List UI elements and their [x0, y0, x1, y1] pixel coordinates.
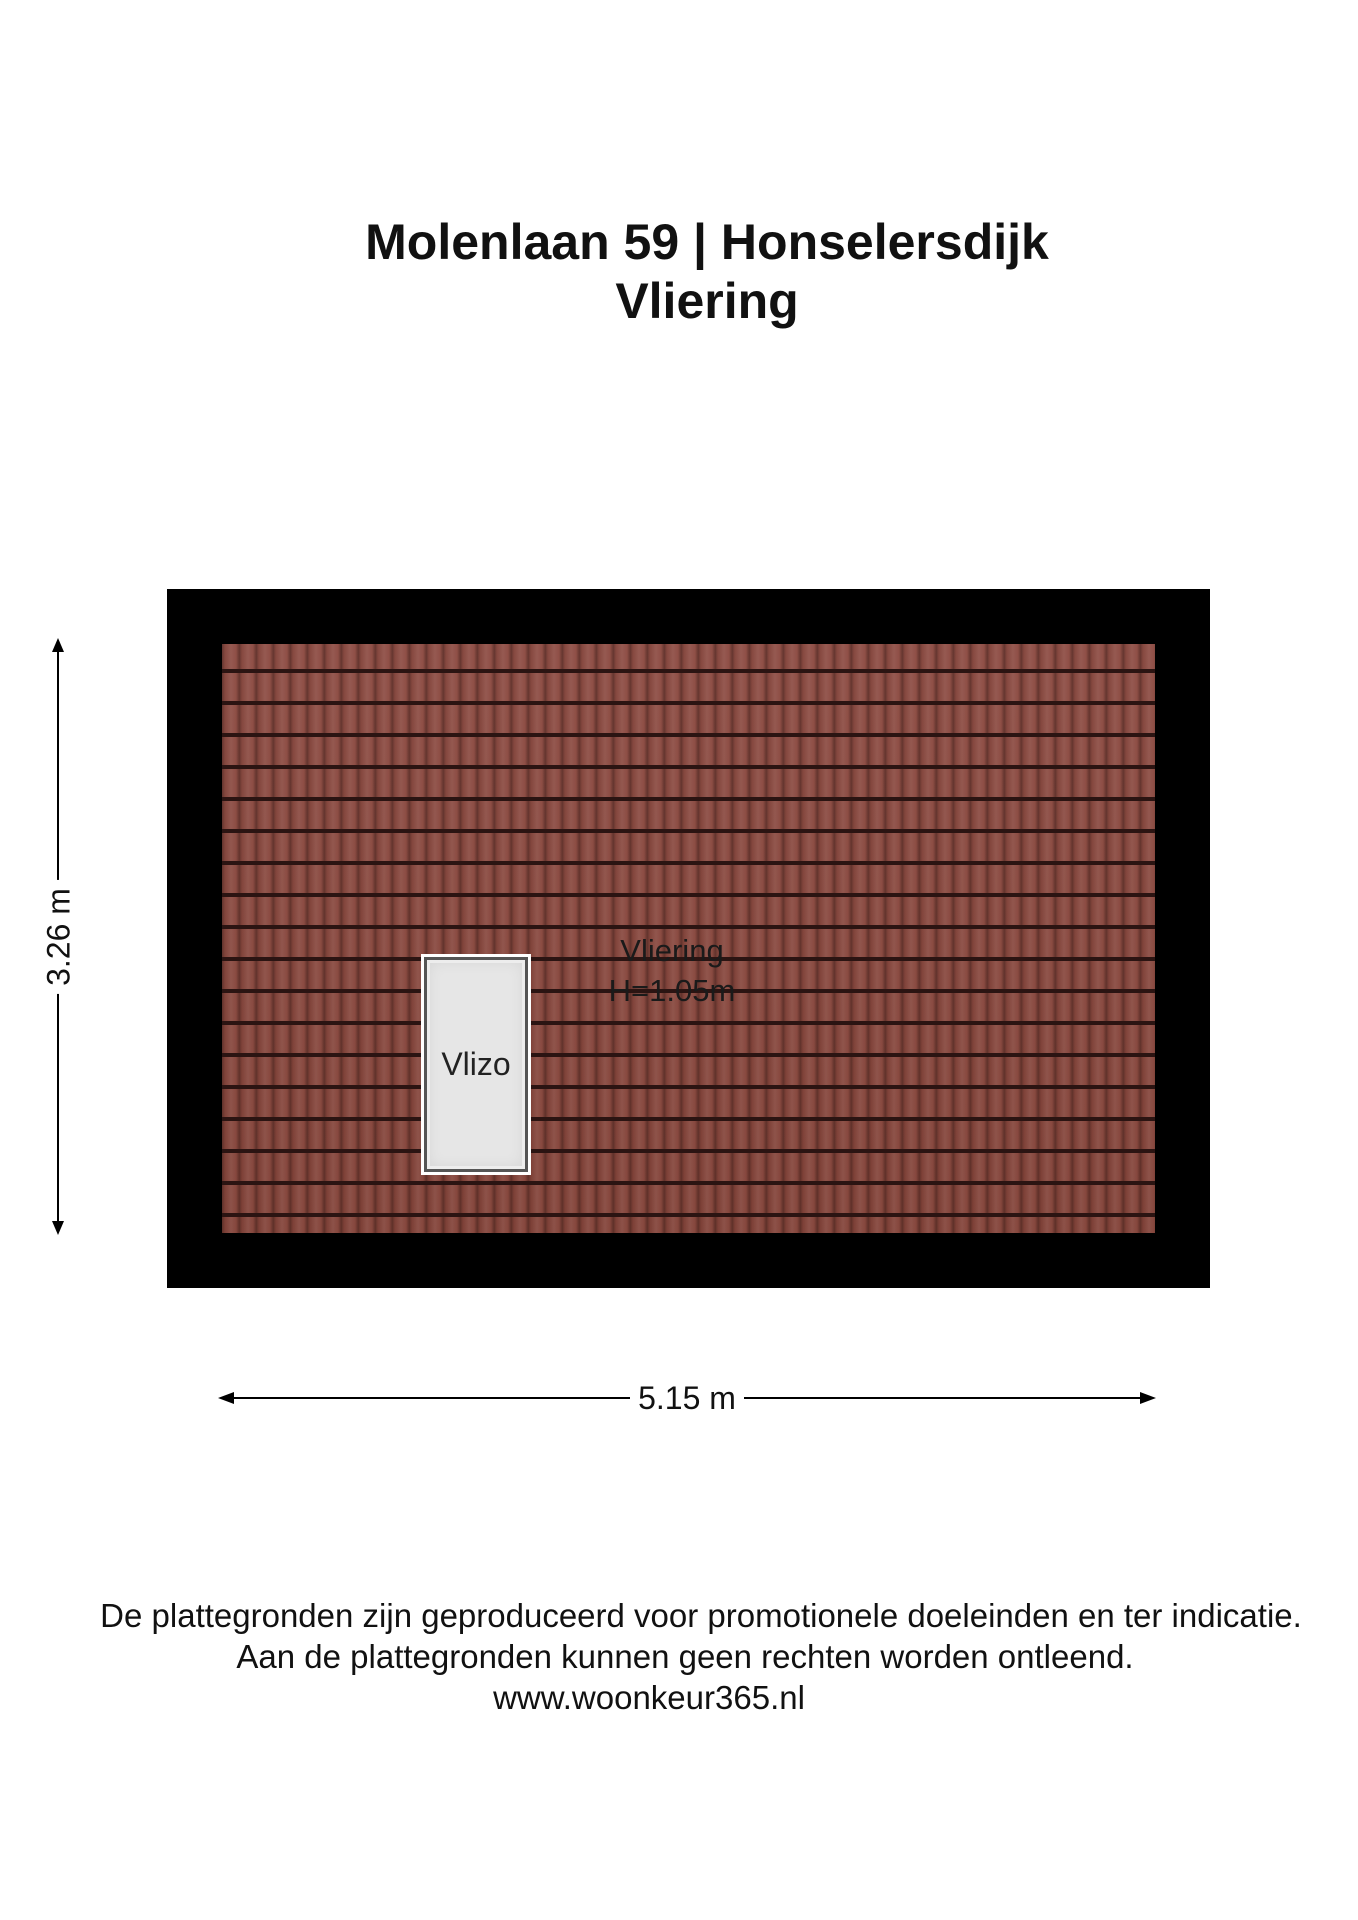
depth-dimension	[34, 638, 84, 1235]
depth-label: 3.26 m	[41, 880, 78, 994]
disclaimer-line-2: Aan de plattegronden kunnen geen rechten worden ontleend.	[236, 1638, 1134, 1675]
plan-title-address: Molenlaan 59 | Honselersdijk	[365, 214, 1049, 270]
room-label	[574, 931, 770, 1011]
disclaimer-line-1: De plattegronden zijn geproduceerd voor promotionele doeleinden en ter indicatie.	[100, 1597, 1302, 1634]
floor-plan	[167, 589, 1210, 1288]
loft-hatch-label: Vlizo	[441, 1046, 511, 1082]
plan-title-floor: Vliering	[615, 273, 799, 329]
room-name: Vliering	[620, 933, 724, 968]
roof-tiles-area	[222, 644, 1155, 1233]
loft-hatch	[421, 954, 531, 1175]
room-height: H=1.05m	[608, 973, 736, 1008]
website-text: www.woonkeur365.nl	[493, 1679, 805, 1716]
width-label: 5.15 m	[630, 1380, 744, 1416]
width-dimension	[218, 1374, 1156, 1424]
